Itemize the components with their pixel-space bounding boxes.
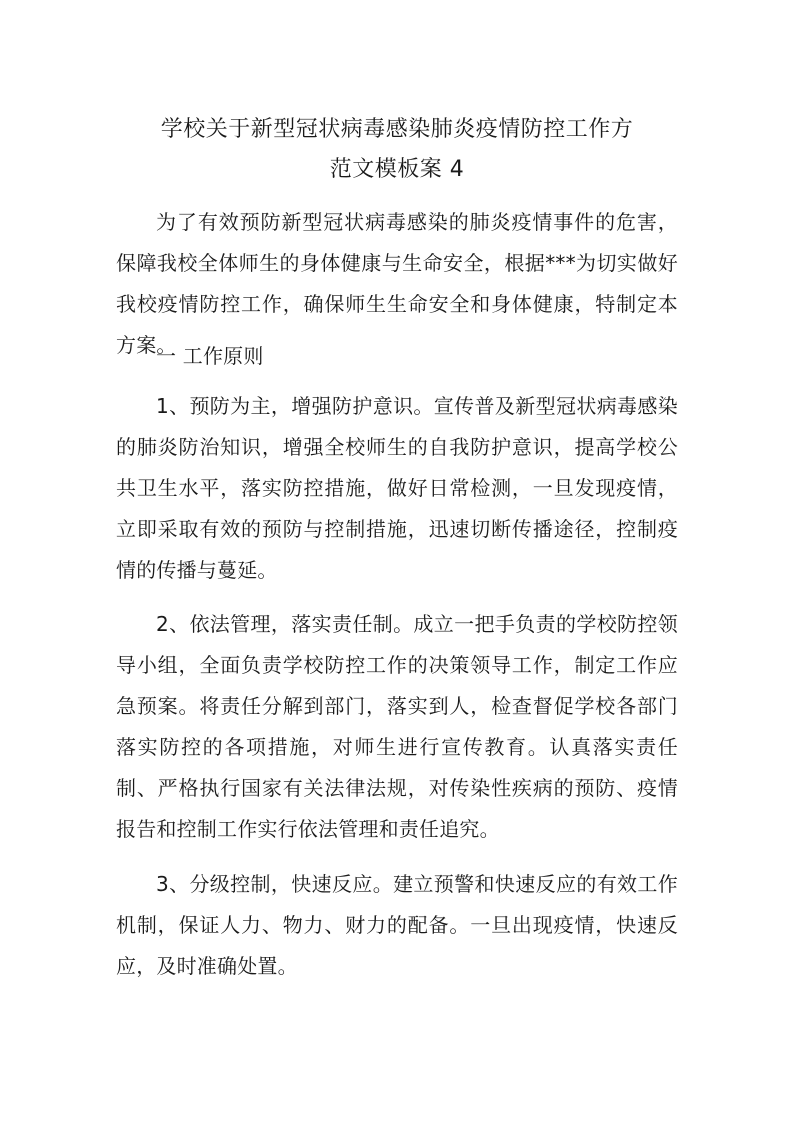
- principle-paragraph-3: 3、分级控制，快速反应。建立预警和快速反应的有效工作机制，保证人力、物力、财力的配备。一旦出现疫情，快速反应，及时准确处置。: [116, 872, 678, 978]
- section-heading: 一 工作原则: [156, 344, 264, 368]
- document-title-line-1: 学校关于新型冠状病毒感染肺炎疫情防控工作方: [160, 117, 634, 142]
- intro-paragraph: 为了有效预防新型冠状病毒感染的肺炎疫情事件的危害，保障我校全体师生的身体健康与生命安全，根据***为切实做好我校疫情防控工作，确保师生生命安全和身体健康，特制定本方案。: [116, 210, 678, 357]
- document-title-line-2: 范文模板案 4: [329, 157, 465, 182]
- principle-paragraph-1: 1、预防为主，增强防护意识。宣传普及新型冠状病毒感染的肺炎防治知识，增强全校师生的自我防护意识，提高学校公共卫生水平，落实防控措施，做好日常检测，一旦发现疫情，立即采取有效的预防与控制措施，迅速切断传播途径，控制疫情的传播与蔓延。: [116, 394, 678, 582]
- principle-paragraph-2: 2、依法管理，落实责任制。成立一把手负责的学校防控领导小组，全面负责学校防控工作的决策领导工作，制定工作应急预案。将责任分解到部门，落实到人，检查督促学校各部门落实防控的各项措施，对师生进行宣传教育。认真落实责任制、严格执行国家有关法律法规，对传染性疾病的预防、疫情报告和控制工作实行依法管理和责任追究。: [116, 612, 678, 841]
